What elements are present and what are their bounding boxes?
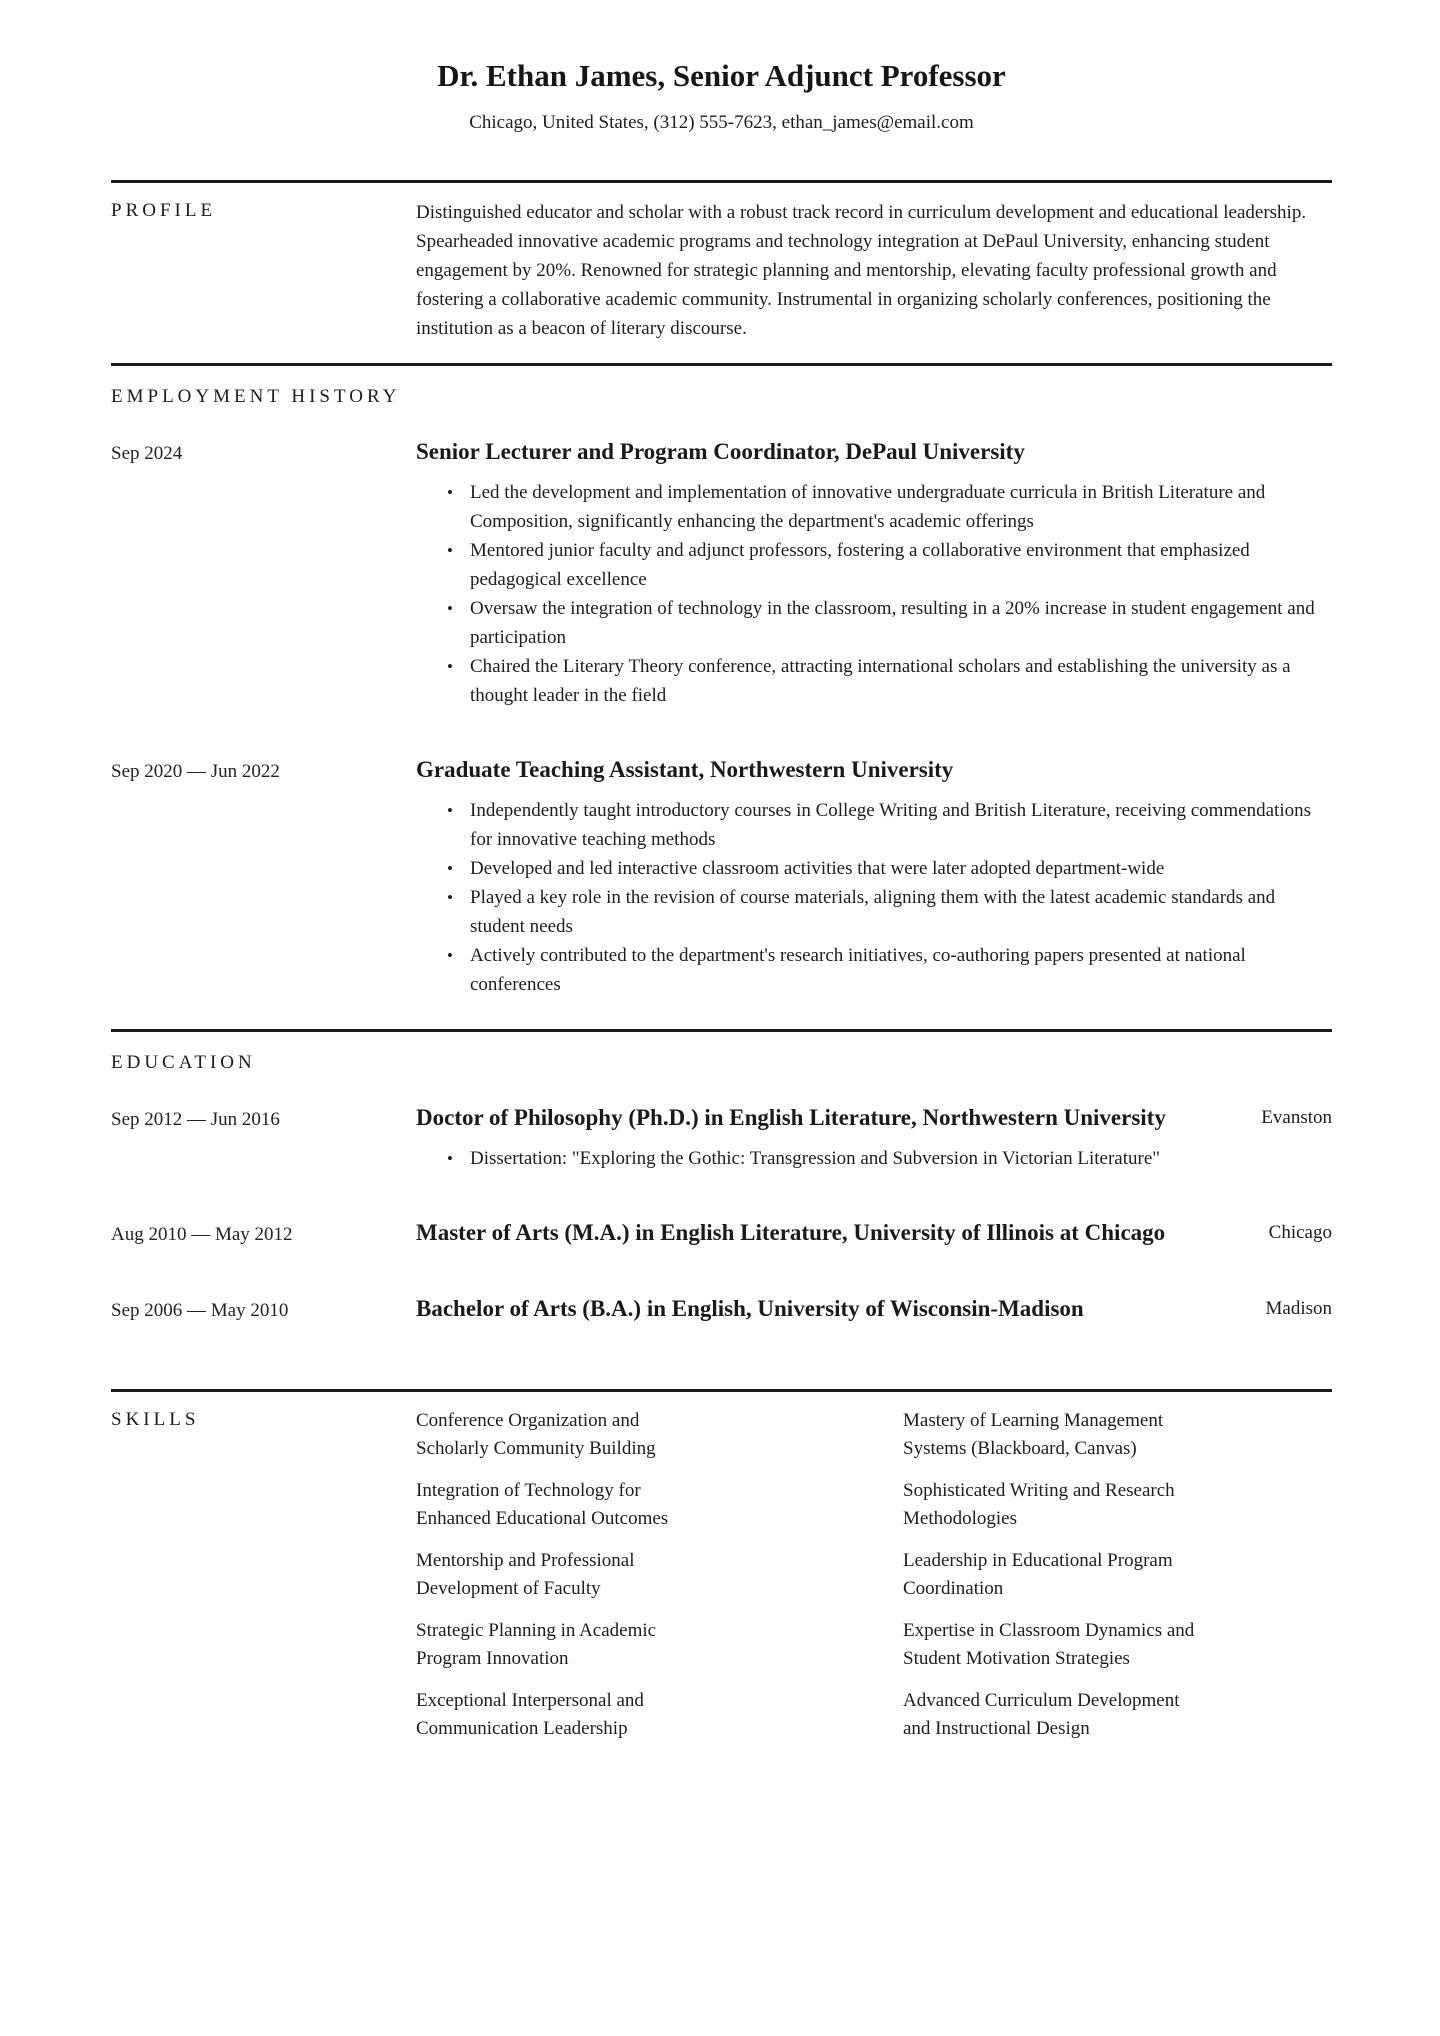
degree-title: Bachelor of Arts (B.A.) in English, University of Wisconsin-Madison	[416, 1296, 1084, 1321]
education-section-label: EDUCATION	[111, 1052, 256, 1073]
degree-title: Doctor of Philosophy (Ph.D.) in English Literature, Northwestern University	[416, 1105, 1166, 1130]
job-bullet-list	[416, 478, 1332, 710]
skill-item: Leadership in Educational Program Coordination	[903, 1550, 1173, 1599]
education-entry	[111, 1293, 1332, 1325]
education-section	[111, 1032, 1332, 1389]
skill-item: Mentorship and Professional Development of Faculty	[416, 1550, 635, 1599]
contact-line: Chicago, United States, (312) 555-7623, ethan_james@email.com	[469, 112, 974, 133]
bullet-item: • Mentored junior faculty and adjunct professors, fostering a collaborative environment that emphasized pedagogical excellence	[470, 536, 1332, 594]
job-bullet-list	[416, 796, 1332, 999]
education-bullet-list	[416, 1144, 1332, 1173]
skills-section	[111, 1392, 1332, 1757]
skills-section-label: SKILLS	[111, 1409, 200, 1430]
bullet-item: • Led the development and implementation of innovative undergraduate curricula in British Literature and Composition, significantly enhancing the department's academic offerings	[470, 478, 1332, 536]
bullet-item: • Actively contributed to the department's research initiatives, co-authoring papers presented at national conferences	[470, 941, 1332, 999]
skill-item: Strategic Planning in Academic Program Innovation	[416, 1620, 657, 1669]
education-entry	[111, 1102, 1332, 1173]
profile-section-label: PROFILE	[111, 200, 217, 221]
employment-section-label: EMPLOYMENT HISTORY	[111, 386, 401, 407]
education-location: Chicago	[1268, 1222, 1332, 1243]
education-location: Madison	[1265, 1298, 1332, 1319]
candidate-name: Dr. Ethan James, Senior Adjunct Professor	[437, 58, 1006, 93]
education-entry	[111, 1217, 1332, 1249]
education-location: Evanston	[1261, 1107, 1332, 1128]
bullet-item: • Oversaw the integration of technology in the classroom, resulting in a 20% increase in student engagement and participation	[470, 594, 1332, 652]
education-dates: Sep 2006 — May 2010	[111, 1300, 289, 1321]
bullet-item: • Dissertation: "Exploring the Gothic: Transgression and Subversion in Victorian Literature"	[470, 1144, 1332, 1173]
skill-item: Mastery of Learning Management Systems (Blackboard, Canvas)	[903, 1410, 1164, 1459]
education-details	[416, 1293, 1332, 1325]
skills-grid	[416, 1407, 1332, 1757]
education-dates: Sep 2012 — Jun 2016	[111, 1109, 280, 1130]
skill-item: Conference Organization and Scholarly Community Building	[416, 1410, 656, 1459]
skill-item: Exceptional Interpersonal and Communication Leadership	[416, 1690, 644, 1739]
skills-column-1	[416, 1407, 903, 1757]
bullet-item: • Chaired the Literary Theory conference, attracting international scholars and establishing the university as a thought leader in the field	[470, 652, 1332, 710]
job-title: Senior Lecturer and Program Coordinator, DePaul University	[416, 439, 1025, 464]
skills-column-2	[903, 1407, 1332, 1757]
job-title: Graduate Teaching Assistant, Northwestern University	[416, 757, 954, 782]
skill-item: Integration of Technology for Enhanced Educational Outcomes	[416, 1480, 669, 1529]
education-details	[416, 1217, 1332, 1249]
skill-item: Advanced Curriculum Development and Instructional Design	[903, 1690, 1180, 1739]
profile-section	[111, 183, 1332, 363]
job-details	[416, 436, 1332, 710]
education-dates: Aug 2010 — May 2012	[111, 1224, 293, 1245]
job-entry	[111, 754, 1332, 999]
bullet-item: • Played a key role in the revision of course materials, aligning them with the latest academic standards and student needs	[470, 883, 1332, 941]
job-dates: Sep 2020 — Jun 2022	[111, 761, 280, 782]
profile-text: Distinguished educator and scholar with a robust track record in curriculum development and educational leadership. Spearheaded innovative academic programs and technology integration at DePaul University, enhancing student engagement by 20%. Renowned for strategic planning and mentorship, elevating faculty professional growth and fostering a collaborative academic community. Instrumental in organizing scholarly conferences, positioning the institution as a beacon of literary discourse.	[416, 202, 1307, 339]
skill-item: Expertise in Classroom Dynamics and Student Motivation Strategies	[903, 1620, 1195, 1669]
education-details	[416, 1102, 1332, 1173]
skill-item: Sophisticated Writing and Research Methodologies	[903, 1480, 1175, 1529]
job-entry	[111, 436, 1332, 710]
resume-header	[111, 58, 1332, 135]
bullet-item: • Independently taught introductory courses in College Writing and British Literature, receiving commendations for innovative teaching methods	[470, 796, 1332, 854]
bullet-item: • Developed and led interactive classroom activities that were later adopted department-wide	[470, 854, 1332, 883]
degree-title: Master of Arts (M.A.) in English Literature, University of Illinois at Chicago	[416, 1220, 1166, 1245]
employment-section	[111, 366, 1332, 999]
job-details	[416, 754, 1332, 999]
job-dates: Sep 2024	[111, 443, 183, 464]
